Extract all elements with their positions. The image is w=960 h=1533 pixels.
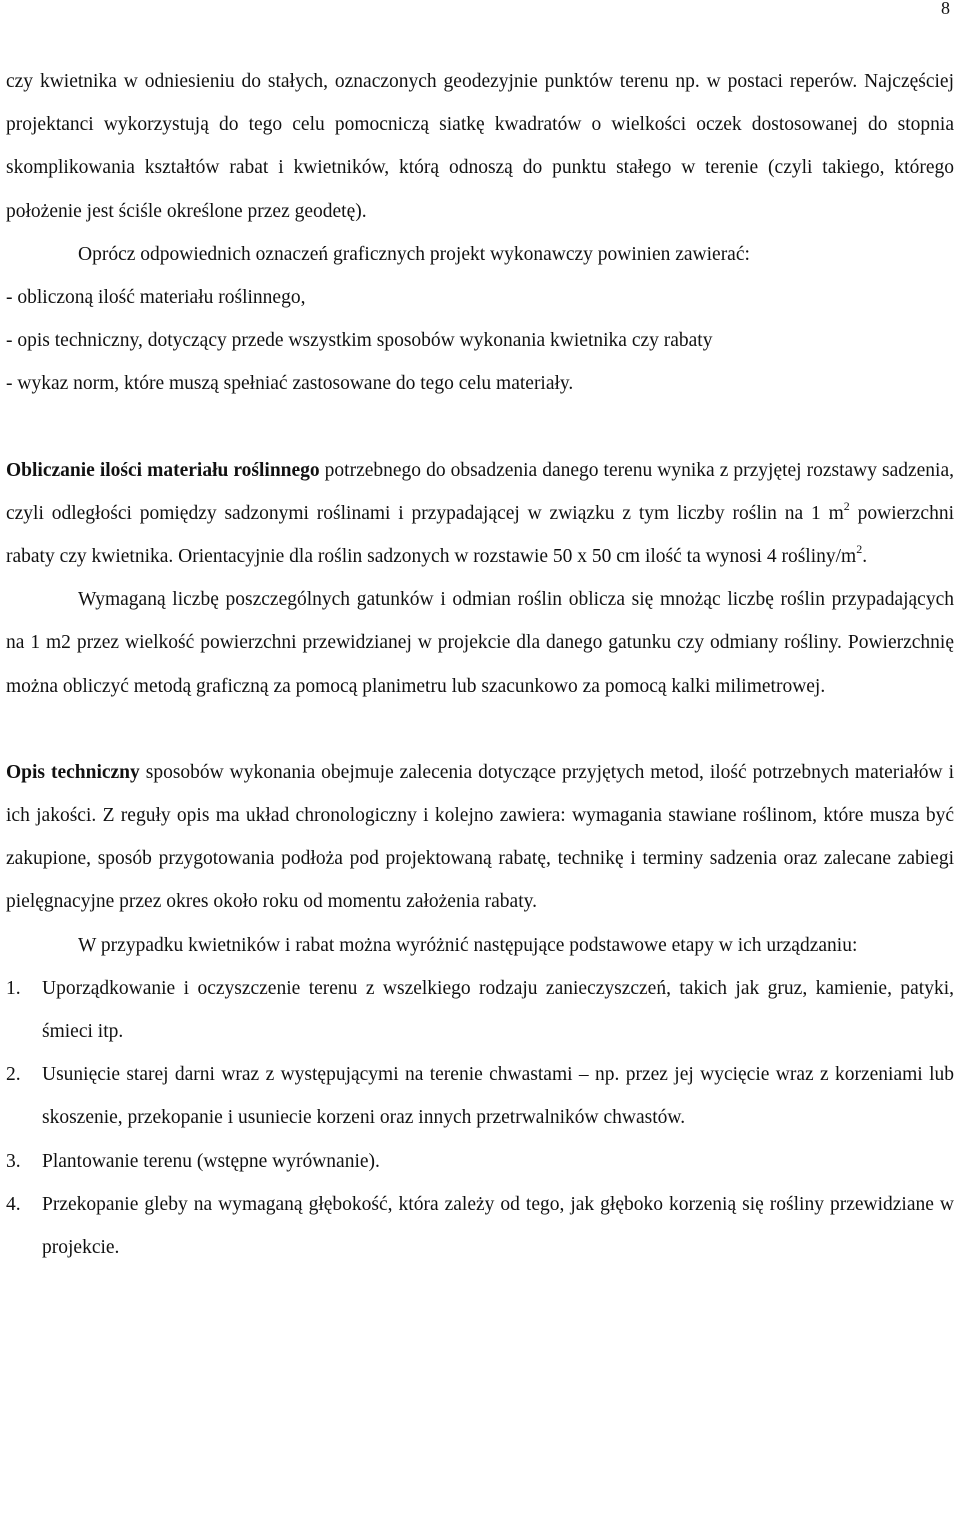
tech-paragraph-2: W przypadku kwietników i rabat można wyróżnić następujące podstawowe etapy w ich urządzaniu: [78, 934, 858, 956]
calc-paragraph [6, 449, 954, 579]
list-item-number: 3. [6, 1150, 21, 1172]
contents-item-2: - opis techniczny, dotyczący przede wszystkim sposobów wykonania kwietnika czy rabaty [6, 330, 713, 352]
list-item [6, 1053, 954, 1139]
calc-paragraph-2: Wymaganą liczbę poszczególnych gatunków i odmian roślin oblicza się mnożąc liczbę roślin przypadających na 1 m2 przez wielkość powierzchni przewidzianej w projekcie dla danego gatunku czy odmiany rośliny. Powierzchnię można obliczyć metodą graficzną za pomocą planimetru lub szacunkowo za pomocą kalki milimetrowej. [6, 589, 954, 697]
calc-sup-2: 2 [856, 542, 863, 557]
list-item [6, 1140, 954, 1183]
stages-list [6, 967, 954, 1269]
list-item [6, 1183, 954, 1269]
tech-text: sposobów wykonania obejmuje zalecenia dotyczące przyjętych metod, ilość potrzebnych materiałów i ich jakości. Z reguły opis ma układ chronologiczny i kolejno zawiera: wymagania stawiane roślinom, które musza być zakupione, sposób przygotowania podłoża pod projektowaną rabatę, technikę i terminy sadzenia oraz zalecane zabiegi pielęgnacyjne przez okres około roku od momentu założenia rabaty. [6, 761, 954, 913]
list-item-number: 1. [6, 977, 21, 999]
contents-item-3: - wykaz norm, które muszą spełniać zastosowane do tego celu materiały. [6, 373, 574, 395]
contents-item-1: - obliczoną ilość materiału roślinnego, [6, 287, 306, 309]
list-item [6, 967, 954, 1053]
calc-heading: Obliczanie ilości materiału roślinnego [6, 459, 320, 481]
list-item-text: Uporządkowanie i oczyszczenie terenu z wszelkiego rodzaju zanieczyszczeń, takich jak gruz, kamienie, patyki, śmieci itp. [42, 977, 954, 1043]
list-item-number: 2. [6, 1064, 21, 1086]
page-content [6, 60, 954, 1269]
list-item-text: Przekopanie gleby na wymaganą głębokość, która zależy od tego, jak głęboko korzenią się rośliny przewidziane w projekcie. [42, 1193, 954, 1259]
section-gap [6, 708, 954, 751]
tech-paragraph [6, 751, 954, 924]
section-gap [6, 406, 954, 449]
calc-sup-1: 2 [843, 498, 850, 513]
calc-text-2: powierzchni rabaty czy kwietnika. Orientacyjnie dla roślin sadzonych w rozstawie 50 x 50 cm ilość ta wynosi 4 rośliny/m [6, 502, 954, 568]
tech-heading: Opis techniczny [6, 761, 140, 783]
list-item-text: Usunięcie starej darni wraz z występującymi na terenie chwastami – np. przez jej wycięcie wraz z korzeniami lub skoszenie, przekopanie i usuniecie korzeni oraz innych przetrwalników chwastów. [42, 1064, 954, 1129]
intro-paragraph: czy kwietnika w odniesieniu do stałych, oznaczonych geodezyjnie punktów terenu np. w postaci reperów. Najczęściej projektanci wykorzystują do tego celu pomocniczą siatkę kwadratów o wielkości oczek dostosowanej do stopnia skomplikowania kształtów rabat i kwietników, którą odnoszą do punktu stałego w terenie (czyli takiego, którego położenie jest ściśle określone przez geodetę). [6, 71, 954, 222]
calc-text-3: . [862, 546, 868, 568]
list-item-text: Plantowanie terenu (wstępne wyrównanie). [42, 1150, 380, 1172]
list-item-number: 4. [6, 1193, 21, 1215]
contents-lead: Oprócz odpowiednich oznaczeń graficznych projekt wykonawczy powinien zawierać: [78, 243, 750, 265]
page-number: 8 [941, 0, 950, 18]
calc-text-1: potrzebnego do obsadzenia danego terenu wynika z przyjętej rozstawy sadzenia, czyli odległości pomiędzy sadzonymi roślinami i przypadającej w związku z tym liczby roślin na 1 m [6, 459, 955, 524]
